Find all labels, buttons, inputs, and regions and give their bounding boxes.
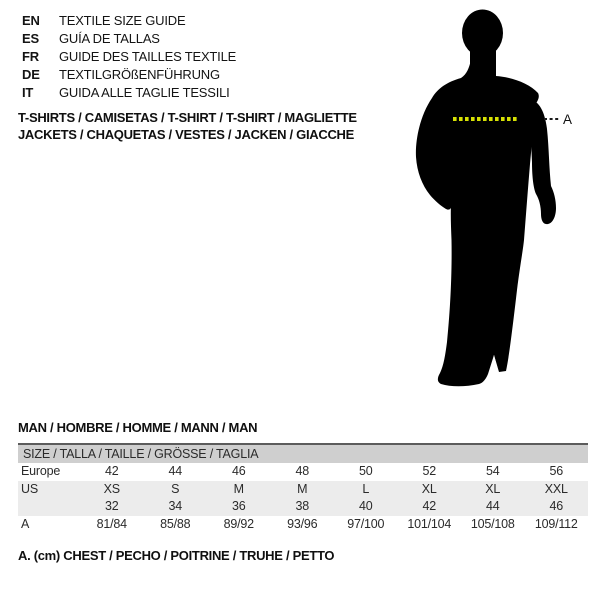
category-title-block bbox=[18, 110, 357, 143]
size-cell: M bbox=[233, 481, 244, 496]
size-cell: 105/108 bbox=[470, 516, 515, 531]
size-cell: 34 bbox=[168, 499, 182, 513]
measurement-footnote: A. (cm) CHEST / PECHO / POITRINE / TRUHE / PETTO bbox=[18, 548, 335, 563]
language-row-es bbox=[22, 30, 236, 48]
language-code: DE bbox=[22, 67, 40, 82]
size-cell: 50 bbox=[358, 464, 373, 478]
size-cell: XXL bbox=[544, 481, 568, 496]
size-cell: 46 bbox=[231, 464, 246, 478]
size-cell: 97/100 bbox=[347, 516, 385, 531]
language-label: GUÍA DE TALLAS bbox=[59, 31, 160, 46]
language-label: TEXTILE SIZE GUIDE bbox=[59, 13, 186, 28]
size-cell: XL bbox=[485, 481, 501, 496]
size-cell: L bbox=[362, 481, 370, 496]
language-row-it bbox=[22, 84, 236, 102]
language-row-en bbox=[22, 12, 236, 30]
row-label: Europe bbox=[21, 464, 61, 478]
size-cell: 93/96 bbox=[287, 516, 318, 531]
size-cell: 89/92 bbox=[223, 516, 254, 531]
table-row-chest-a bbox=[18, 516, 588, 534]
measure-label-a: A bbox=[563, 112, 572, 127]
size-cell: 32 bbox=[104, 499, 119, 513]
row-label bbox=[18, 498, 80, 516]
size-cell: 54 bbox=[485, 464, 500, 478]
man-silhouette-figure bbox=[395, 2, 595, 402]
size-cell: 85/88 bbox=[160, 516, 191, 531]
silhouette-body bbox=[416, 60, 539, 386]
size-cell: 109/112 bbox=[534, 516, 578, 531]
size-table bbox=[18, 443, 588, 533]
size-cell: S bbox=[171, 481, 180, 496]
row-label: US bbox=[21, 481, 38, 496]
row-label: A bbox=[21, 516, 30, 531]
size-cell: 36 bbox=[231, 499, 246, 513]
size-table-header: SIZE / TALLA / TAILLE / GRÖSSE / TAGLIA bbox=[18, 445, 588, 463]
size-cell: 56 bbox=[549, 464, 563, 478]
size-cell: 42 bbox=[422, 499, 436, 513]
language-label: GUIDA ALLE TAGLIE TESSILI bbox=[59, 85, 230, 100]
size-cell: 46 bbox=[549, 499, 563, 513]
language-row-fr bbox=[22, 48, 236, 66]
language-row-de bbox=[22, 66, 236, 84]
size-cell: M bbox=[297, 481, 308, 496]
size-cell: 44 bbox=[485, 499, 500, 513]
size-cell: XL bbox=[421, 481, 437, 496]
language-code: ES bbox=[22, 31, 39, 46]
language-code: IT bbox=[22, 85, 34, 100]
language-list bbox=[22, 12, 236, 102]
size-cell: 81/84 bbox=[96, 516, 127, 531]
size-cell: 48 bbox=[295, 464, 309, 478]
table-row-europe bbox=[18, 463, 588, 481]
category-line-tshirts: T-SHIRTS / CAMISETAS / T-SHIRT / T-SHIRT / MAGLIETTE bbox=[18, 110, 357, 125]
size-cell: 42 bbox=[104, 464, 119, 478]
size-cell: XS bbox=[103, 481, 120, 496]
size-cell: 101/104 bbox=[407, 516, 452, 531]
size-cell: 44 bbox=[168, 464, 182, 478]
table-row-uk bbox=[18, 498, 588, 516]
language-label: TEXTILGRÖßENFÜHRUNG bbox=[59, 67, 220, 82]
section-title-man: MAN / HOMBRE / HOMME / MANN / MAN bbox=[18, 420, 258, 435]
size-figure bbox=[395, 2, 595, 402]
language-code: FR bbox=[22, 49, 39, 64]
table-row-us bbox=[18, 481, 588, 499]
size-cell: 52 bbox=[422, 464, 436, 478]
size-cell: 40 bbox=[358, 499, 373, 513]
language-label: GUIDE DES TAILLES TEXTILE bbox=[59, 49, 237, 64]
size-cell: 38 bbox=[295, 499, 309, 513]
language-code: EN bbox=[22, 13, 40, 28]
category-line-jackets: JACKETS / CHAQUETAS / VESTES / JACKEN / GIACCHE bbox=[18, 126, 354, 142]
